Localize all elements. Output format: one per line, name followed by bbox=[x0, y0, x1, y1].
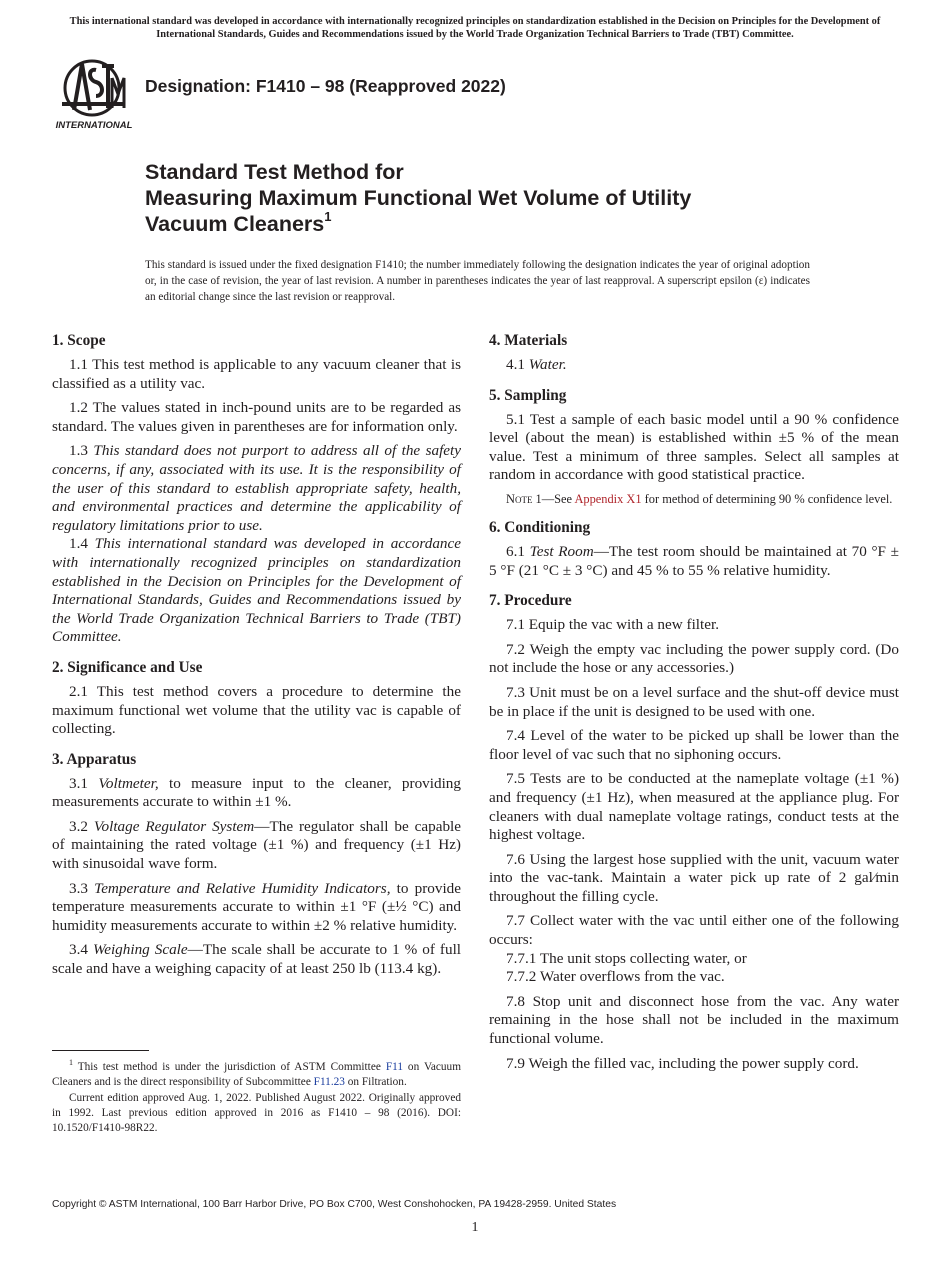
paragraph-7-3: 7.3 Unit must be on a level surface and the shut-off device must be in place if the unit is designed to be used with one. bbox=[489, 683, 899, 720]
paragraph-7-4: 7.4 Level of the water to be picked up shall be lower than the floor level of vac such that no siphoning occurs. bbox=[489, 727, 899, 763]
paragraph-7-7-2: 7.7.2 Water overflows from the vac. bbox=[506, 968, 725, 986]
paragraph-2-1: 2.1 This test method covers a procedure to determine the maximum functional wet volume that the utility vac is capable of collecting. bbox=[52, 682, 461, 738]
designation: Designation: F1410 – 98 (Reapproved 2022) bbox=[145, 76, 506, 96]
document-title bbox=[145, 159, 691, 237]
section-heading: 3. Apparatus bbox=[52, 750, 137, 768]
section-significance bbox=[52, 658, 461, 739]
paragraph-3-3: 3.3 Temperature and Relative Humidity Indicators, to provide temperature measurements accurate to within ±1 °F (±½ °C) and humidity measurements accurate to within ±2 % relative humidity. bbox=[52, 879, 462, 934]
subcommittee-link[interactable]: F11.23 bbox=[313, 1076, 345, 1089]
astm-logo-icon bbox=[52, 58, 136, 132]
copyright: Copyright © ASTM International, 100 Barr Harbor Drive, PO Box C700, West Conshohocken, PA 19428-2959. United States bbox=[52, 1199, 617, 1210]
section-heading: 6. Conditioning bbox=[489, 518, 591, 536]
paragraph-3-1: 3.1 Voltmeter, to measure input to the cleaner, providing measurements accurate to within ±1 %. bbox=[52, 774, 461, 811]
right-column bbox=[489, 331, 899, 1079]
paragraph-7-2: 7.2 Weigh the empty vac including the power supply cord. (Do not include the hose or any accessories.) bbox=[489, 640, 899, 677]
paragraph-7-7-1: 7.7.1 The unit stops collecting water, or bbox=[506, 949, 747, 967]
astm-logo bbox=[52, 58, 136, 132]
standard-note: This standard is issued under the fixed designation F1410; the number immediately following the designation indicates the year of original adoption or, in the case of revision, the year of last revision. A number in parentheses indicates the year of last reapproval. A superscript epsilon (ε) indicates an editorial change since the last revision or reapproval. bbox=[145, 259, 810, 304]
paragraph-7-9: 7.9 Weigh the filled vac, including the power supply cord. bbox=[506, 1054, 859, 1072]
section-heading: 1. Scope bbox=[52, 332, 106, 349]
paragraph-1-4: 1.4 This international standard was developed in accordance with internationally recognized principles on standardization established in the Decision on Principles for the Development of International Standards, Guides and Recommendations issued by the World Trade Organization Technical Barriers to Trade (TBT) Committee. bbox=[52, 535, 461, 646]
section-heading: 5. Sampling bbox=[489, 386, 567, 404]
section-sampling bbox=[489, 386, 899, 507]
section-materials bbox=[489, 331, 899, 375]
paragraph-7-8: 7.8 Stop unit and disconnect hose from the vac. Any water remaining in the hose shall not be included in the maximum functional volume. bbox=[489, 992, 899, 1048]
footnote-1: $^1$ This test method is under the jurisdiction of ASTM Committee F11 on Vacuum Cleaners and is the direct responsibility of Subcommittee F11.23 on Filtration. bbox=[52, 1058, 461, 1089]
paragraph-4-1: 4.1 Water. bbox=[506, 356, 567, 373]
appendix-link[interactable]: Appendix X1 bbox=[574, 491, 642, 506]
title-footnote-ref: 1 bbox=[324, 208, 332, 224]
paragraph-6-1: 6.1 Test Room—The test room should be maintained at 70 °F ± 5 °F (21 °C ± 3 °C) and 45 % to 55 % relative humidity. bbox=[489, 542, 899, 579]
footnote-divider bbox=[52, 1050, 149, 1051]
footnotes bbox=[52, 1060, 461, 1136]
page-number: 1 bbox=[471, 1220, 479, 1235]
paragraph-1-2: 1.2 The values stated in inch-pound units are to be regarded as standard. The values given in parentheses are for information only. bbox=[52, 399, 461, 435]
paragraph-7-1: 7.1 Equip the vac with a new filter. bbox=[506, 616, 719, 634]
paragraph-3-2: 3.2 Voltage Regulator System—The regulator shall be capable of maintaining the rated voltage (±1 %) and frequency (±1 Hz) with sinusoidal wave form. bbox=[52, 817, 461, 873]
section-scope bbox=[52, 331, 461, 647]
title-line-3: Vacuum Cleaners$^1$ bbox=[145, 208, 332, 236]
top-notice: This international standard was developed in accordance with internationally recognized principles on standardization established in the Decision on Principles for the Development of International Standards, Guides and Recommendations issued by the World Trade Organization Technical Barriers to Trade (TBT) Committee. bbox=[69, 16, 881, 40]
left-column bbox=[52, 331, 461, 985]
section-apparatus bbox=[52, 750, 461, 979]
title-line-1: Standard Test Method for bbox=[145, 160, 404, 184]
logo-wordmark: INTERNATIONAL bbox=[55, 120, 133, 131]
paragraph-7-5: 7.5 Tests are to be conducted at the nameplate voltage (±1 %) and frequency (±1 Hz), when measured at the appliance plug. For cleaners with dual nameplate voltage ratings, conduct tests at the highest voltage. bbox=[489, 770, 899, 844]
paragraph-1-1: 1.1 This test method is applicable to any vacuum cleaner that is classified as a utility vac. bbox=[52, 356, 461, 392]
paragraph-7-7: 7.7 Collect water with the vac until either one of the following occurs: bbox=[489, 912, 899, 949]
paragraph-1-3: 1.3 This standard does not purport to address all of the safety concerns, if any, associated with its use. It is the responsibility of the user of this standard to establish appropriate safety, health, and environmental practices and determine the applicability of regulatory limitations prior to use. bbox=[52, 442, 462, 534]
committee-link[interactable]: F11 bbox=[385, 1061, 403, 1073]
paragraph-5-1: 5.1 Test a sample of each basic model until a 90 % confidence level (about the mean) is established within ±5 % of the mean value. Test a minimum of three samples. Select all samples at random in accordance with good statistical practice. bbox=[489, 410, 899, 484]
note-1: Note 1—See Appendix X1 for method of determining 90 % confidence level. bbox=[506, 491, 893, 506]
title-line-2: Measuring Maximum Functional Wet Volume of Utility bbox=[145, 186, 692, 210]
paragraph-7-6: 7.6 Using the largest hose supplied with the unit, vacuum water into the vac-tank. Maintain a water pick up rate of 2 gal⁄min throughout the filling cycle. bbox=[489, 850, 899, 905]
section-conditioning bbox=[489, 518, 899, 580]
section-heading: 4. Materials bbox=[489, 332, 568, 349]
section-procedure bbox=[489, 591, 899, 1073]
paragraph-3-4: 3.4 Weighing Scale—The scale shall be accurate to 1 % of full scale and have a weighing capacity of at least 250 lb (113.4 kg). bbox=[52, 941, 462, 978]
section-heading: 7. Procedure bbox=[489, 592, 572, 610]
footnote-edition: Current edition approved Aug. 1, 2022. Published August 2022. Originally approved in 1992. Last previous edition approved in 2016 as F1410 – 98 (2016). DOI: 10.1520/F1410-98R22. bbox=[52, 1091, 461, 1135]
section-heading: 2. Significance and Use bbox=[52, 658, 203, 676]
